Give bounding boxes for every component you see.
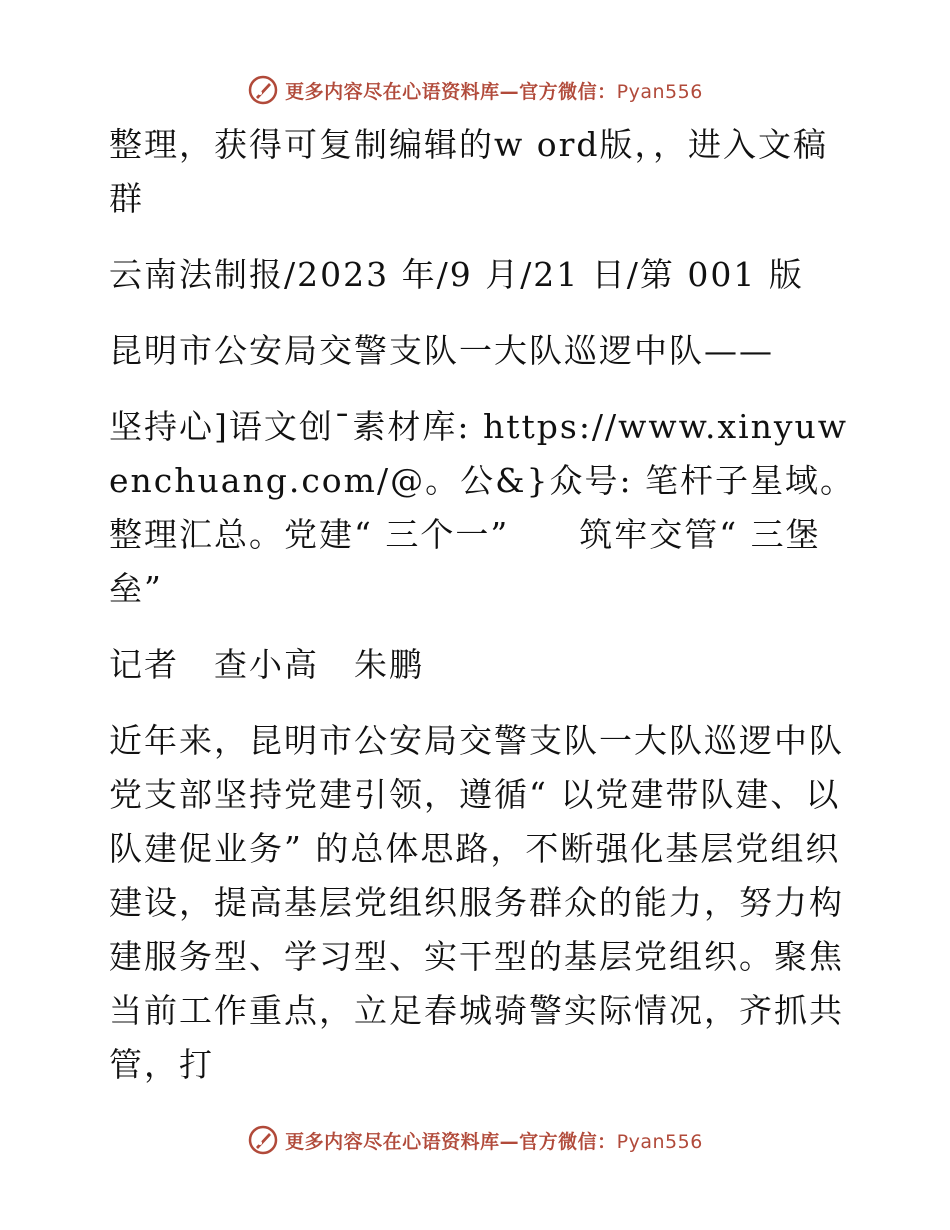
watermark-inner-footer	[247, 1124, 703, 1156]
source-line: 云南法制报/2023 年/9 月/21 日/第 001 版	[109, 255, 804, 294]
body-paragraph: 近年来，昆明市公安局交警支队一大队巡逻中队党支部坚持党建引领，遵循“ 以党建带队建、以队建促业务” 的总体思路，不断强化基层党组织建设，提高基层党组织服务群众的能力，努力构建服务型、学习型、实干型的基层党组织。聚焦当前工作重点，立足春城骑警实际情况，齐抓共管，打	[109, 721, 844, 1084]
watermark-text-cn: 更多内容尽在心语资料库—官方微信：	[285, 1130, 617, 1153]
watermark-text	[285, 1127, 703, 1154]
quill-circle-icon	[247, 74, 279, 106]
watermark-header	[0, 70, 950, 110]
watermark-text	[285, 77, 703, 104]
watermark-text-cn: 更多内容尽在心语资料库—官方微信：	[285, 80, 617, 103]
quill-circle-icon	[247, 1124, 279, 1156]
watermark-inner	[247, 74, 703, 106]
document-body	[97, 118, 857, 1092]
watermark-text-id: Pyan556	[616, 1130, 703, 1153]
article-title: 坚持心]语文创¯素材库: https://www.xinyuwenchuang.com/@。公&}众号: 笔杆子星域。整理汇总。党建“ 三个一” 筑牢交管“ 三堡垒”	[109, 407, 856, 608]
byline: 记者 查小高 朱鹏	[109, 645, 424, 684]
watermark-footer	[0, 1120, 950, 1160]
org-heading: 昆明市公安局交警支队一大队巡逻中队——	[109, 331, 774, 370]
intro-note: 整理，获得可复制编辑的w ord版，，进入文稿群	[109, 125, 829, 218]
watermark-text-id: Pyan556	[616, 80, 703, 103]
